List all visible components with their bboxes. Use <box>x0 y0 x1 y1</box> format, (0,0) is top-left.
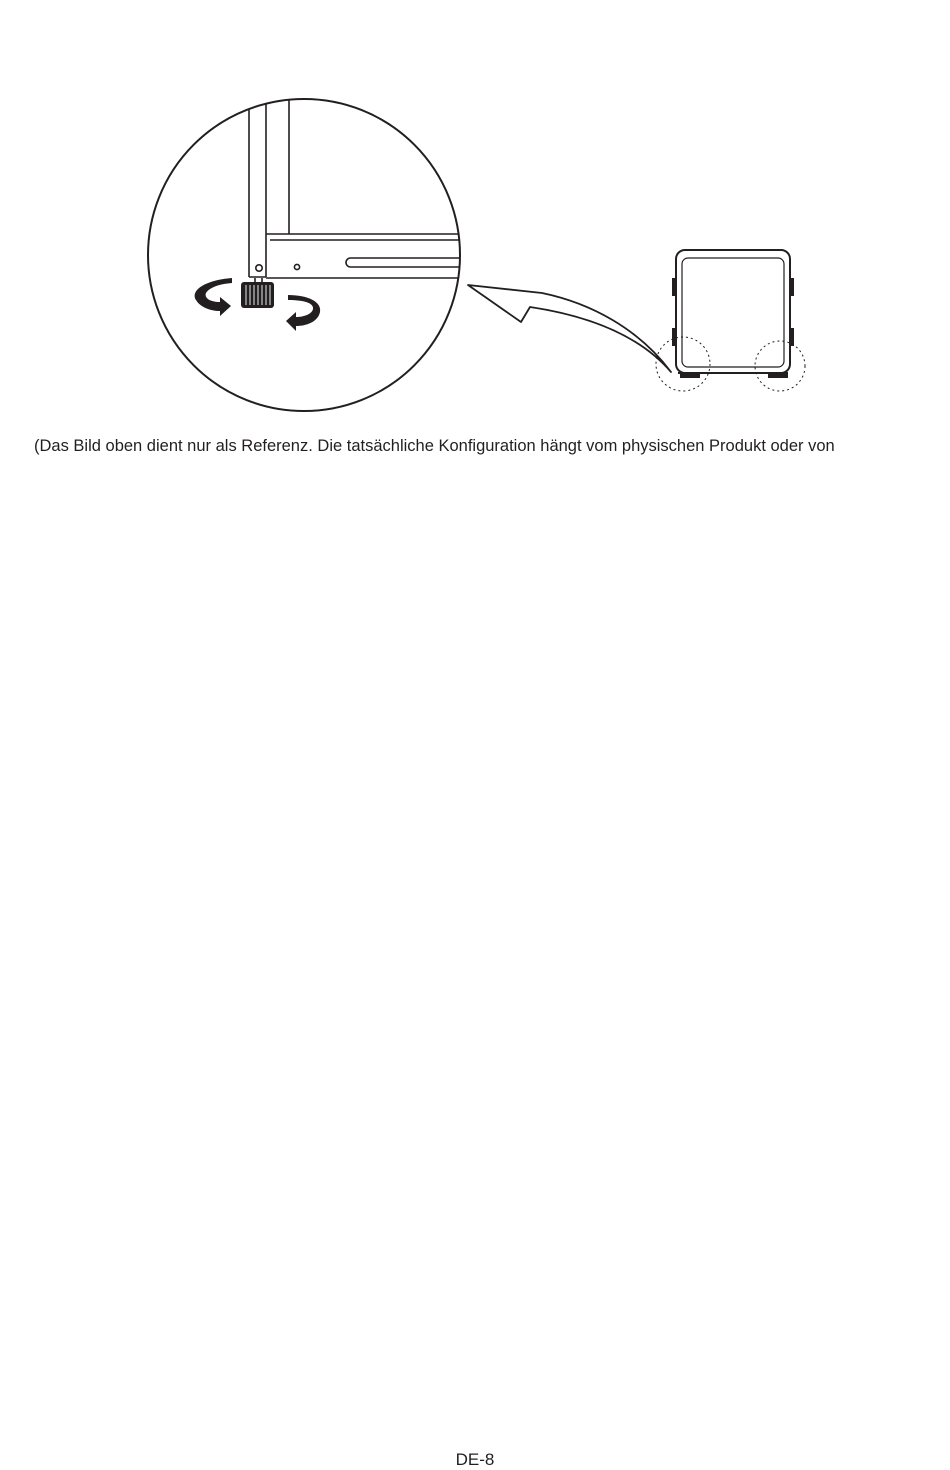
magnified-foot-detail <box>148 90 476 411</box>
image-caption: (Das Bild oben dient nur als Referenz. Die tatsächliche Konfiguration hängt vom physischen Produkt oder von <box>34 437 835 455</box>
page-number: DE-8 <box>455 1450 495 1469</box>
appliance-front-icon <box>656 250 805 391</box>
adjustable-foot-icon <box>241 282 274 308</box>
pointer-arrow-icon <box>468 285 671 372</box>
illustration <box>0 0 950 420</box>
